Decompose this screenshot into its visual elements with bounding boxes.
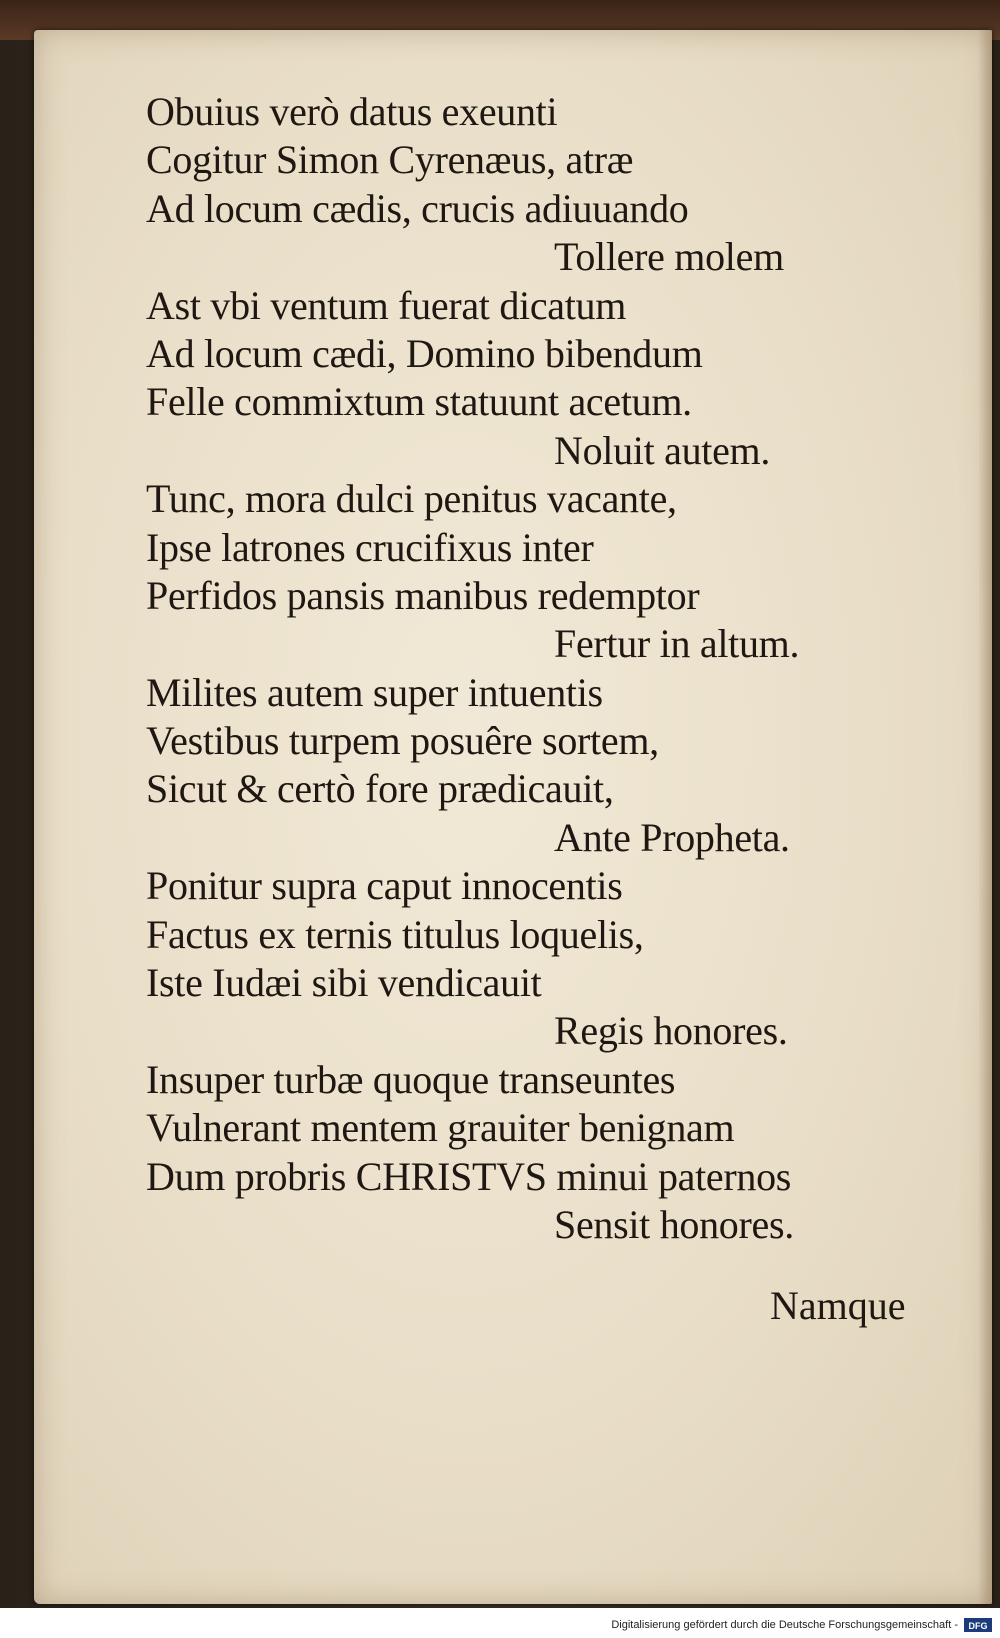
poem-line: Insuper turbæ quoque transeuntes [146, 1056, 676, 1102]
poem-line: Felle commixtum statuunt acetum. [146, 379, 692, 425]
poem-line: Vulnerant mentem grauiter benignam [146, 1105, 735, 1151]
poem-line: Cogitur Simon Cyrenæus, atræ [146, 137, 634, 183]
poem-line: Ponitur supra caput innocentis [146, 863, 623, 909]
poem-line: Ad locum cædi, Domino bibendum [146, 330, 703, 376]
poem-refrain-line: Sensit honores. [554, 1201, 794, 1247]
poem-line: Vestibus turpem posuêre sortem, [146, 718, 659, 764]
poem-line: Iste Iudæi sibi vendicauit [146, 960, 542, 1006]
poem-line: Ad locum cædis, crucis adiuuando [146, 185, 689, 231]
page-edge-shadow [978, 30, 992, 1604]
poem-line: Sicut & certò fore prædicauit, [146, 766, 614, 812]
poem-refrain-line: Tollere molem [554, 234, 784, 280]
dfg-logo-icon: DFG [964, 1618, 992, 1632]
funding-credit: Digitalisierung gefördert durch die Deutsche Forschungsgemeinschaft - [611, 1619, 958, 1631]
poem-line: Tunc, mora dulci penitus vacante, [146, 476, 677, 522]
poem-line: Factus ex ternis titulus loquelis, [146, 911, 644, 957]
poem-line: Dum probris CHRISTVS minui paternos [146, 1153, 792, 1199]
poem-refrain-line: Fertur in altum. [554, 621, 800, 667]
catchword: Namque [770, 1283, 906, 1328]
poem-line: Obuius verò datus exeunti [146, 89, 558, 134]
poem-refrain-line: Regis honores. [554, 1008, 788, 1054]
poem-refrain-line: Ante Propheta. [554, 814, 790, 860]
poem-text [146, 88, 906, 1249]
poem-line: Ast vbi ventum fuerat dicatum [146, 282, 627, 328]
poem-line: Perfidos pansis manibus redemptor [146, 572, 700, 618]
poem-line: Milites autem super intuentis [146, 669, 603, 715]
digitization-footer [0, 1608, 1000, 1638]
poem-refrain-line: Noluit autem. [554, 427, 771, 473]
poem-line: Ipse latrones crucifixus inter [146, 524, 594, 570]
